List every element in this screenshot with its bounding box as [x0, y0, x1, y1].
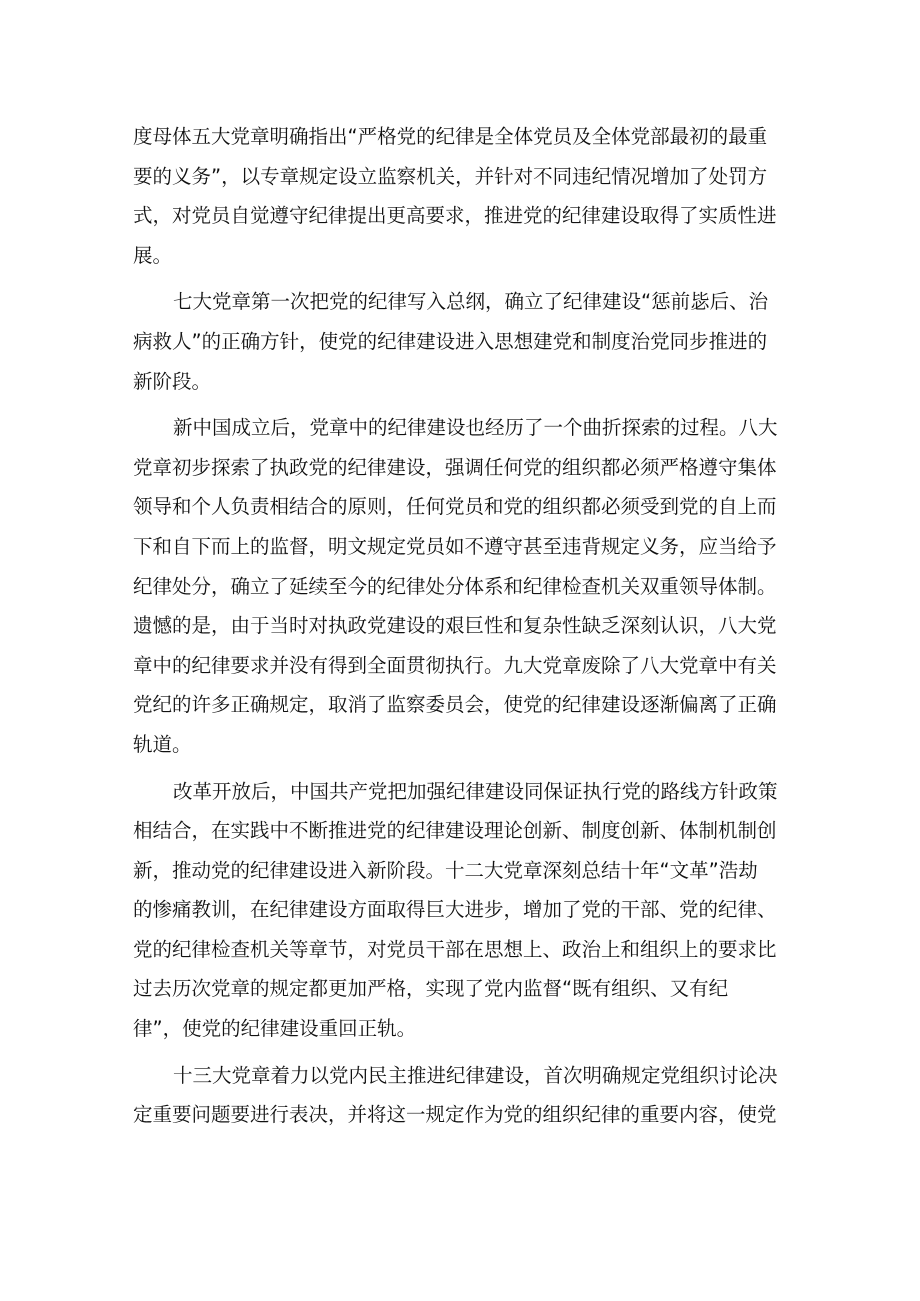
text-line: 展。 [133, 243, 173, 267]
text-line: 七大党章第一次把党的纪律写入总纲，确立了纪律建设“惩前毖后、治 [173, 290, 769, 314]
paragraph [133, 772, 793, 1049]
text-line: 党章初步探索了执政党的纪律建设，强调任何党的组织都必须严格遵守集体 [133, 455, 777, 479]
paragraph-gap [133, 401, 793, 408]
text-line: 度母体五大党章明确指出“严格党的纪律是全体党员及全体党部最初的最重 [133, 125, 768, 148]
text-line: 式，对党员自觉遵守纪律提出更高要求，推进党的纪律建设取得了实质性进 [133, 204, 777, 228]
paragraph [133, 117, 793, 275]
text-line: 党纪的许多正确规定，取消了监察委员会，使党的纪律建设逐渐偏离了正确 [133, 693, 777, 717]
text-line: 党的纪律检查机关等章节，对党员干部在思想上、政治上和组织上的要求比 [133, 937, 777, 961]
text-line: 遗憾的是，由于当时对执政党建设的艰巨性和复杂性缺乏深刻认识，八大党 [133, 614, 777, 638]
text-line: 定重要问题要进行表决，并将这一规定作为党的组织纪律的重要内容，使党 [133, 1103, 777, 1127]
paragraph [133, 408, 793, 764]
text-line: 领导和个人负责相结合的原则，任何党员和党的组织都必须受到党的自上而 [133, 495, 777, 519]
text-line: 病救人”的正确方针，使党的纪律建设进入思想建党和制度治党同步推进的 [133, 329, 768, 353]
text-line: 纪律处分，确立了延续至今的纪律处分体系和纪律检查机关双重领导体制。 [133, 574, 777, 598]
paragraph-gap [133, 765, 793, 772]
paragraph-gap [133, 1049, 793, 1056]
text-line: 相结合，在实践中不断推进党的纪律建设理论创新、制度创新、体制机制创 [133, 819, 777, 843]
text-line: 下和自下而上的监督，明文规定党员如不遵守甚至违背规定义务，应当给予 [133, 534, 777, 558]
text-line: 要的义务”，以专章规定设立监察机关，并针对不同违纪情况增加了处罚方 [133, 164, 768, 188]
body-text [133, 117, 793, 1135]
text-line: 新，推动党的纪律建设进入新阶段。十二大党章深刻总结十年“文革”浩劫 [133, 858, 758, 882]
text-line: 轨道。 [133, 732, 192, 756]
text-line: 过去历次党章的规定都更加严格，实现了党内监督“既有组织、又有纪 [133, 977, 729, 1001]
text-line: 改革开放后，中国共产党把加强纪律建设同保证执行党的路线方针政策 [173, 779, 778, 803]
text-line: 的惨痛教训，在纪律建设方面取得巨大进步，增加了党的干部、党的纪律、 [133, 898, 777, 922]
paragraph-gap [133, 275, 793, 282]
text-line: 新中国成立后，党章中的纪律建设也经历了一个曲折探索的过程。八大 [173, 416, 778, 440]
paragraph [133, 282, 793, 401]
text-line: 十三大党章着力以党内民主推进纪律建设，首次明确规定党组织讨论决 [173, 1063, 778, 1087]
text-line: 律”，使党的纪律建设重回正轨。 [133, 1017, 417, 1041]
text-line: 章中的纪律要求并没有得到全面贯彻执行。九大党章废除了八大党章中有关 [133, 653, 777, 677]
paragraph [133, 1056, 793, 1135]
text-line: 新阶段。 [133, 369, 212, 393]
